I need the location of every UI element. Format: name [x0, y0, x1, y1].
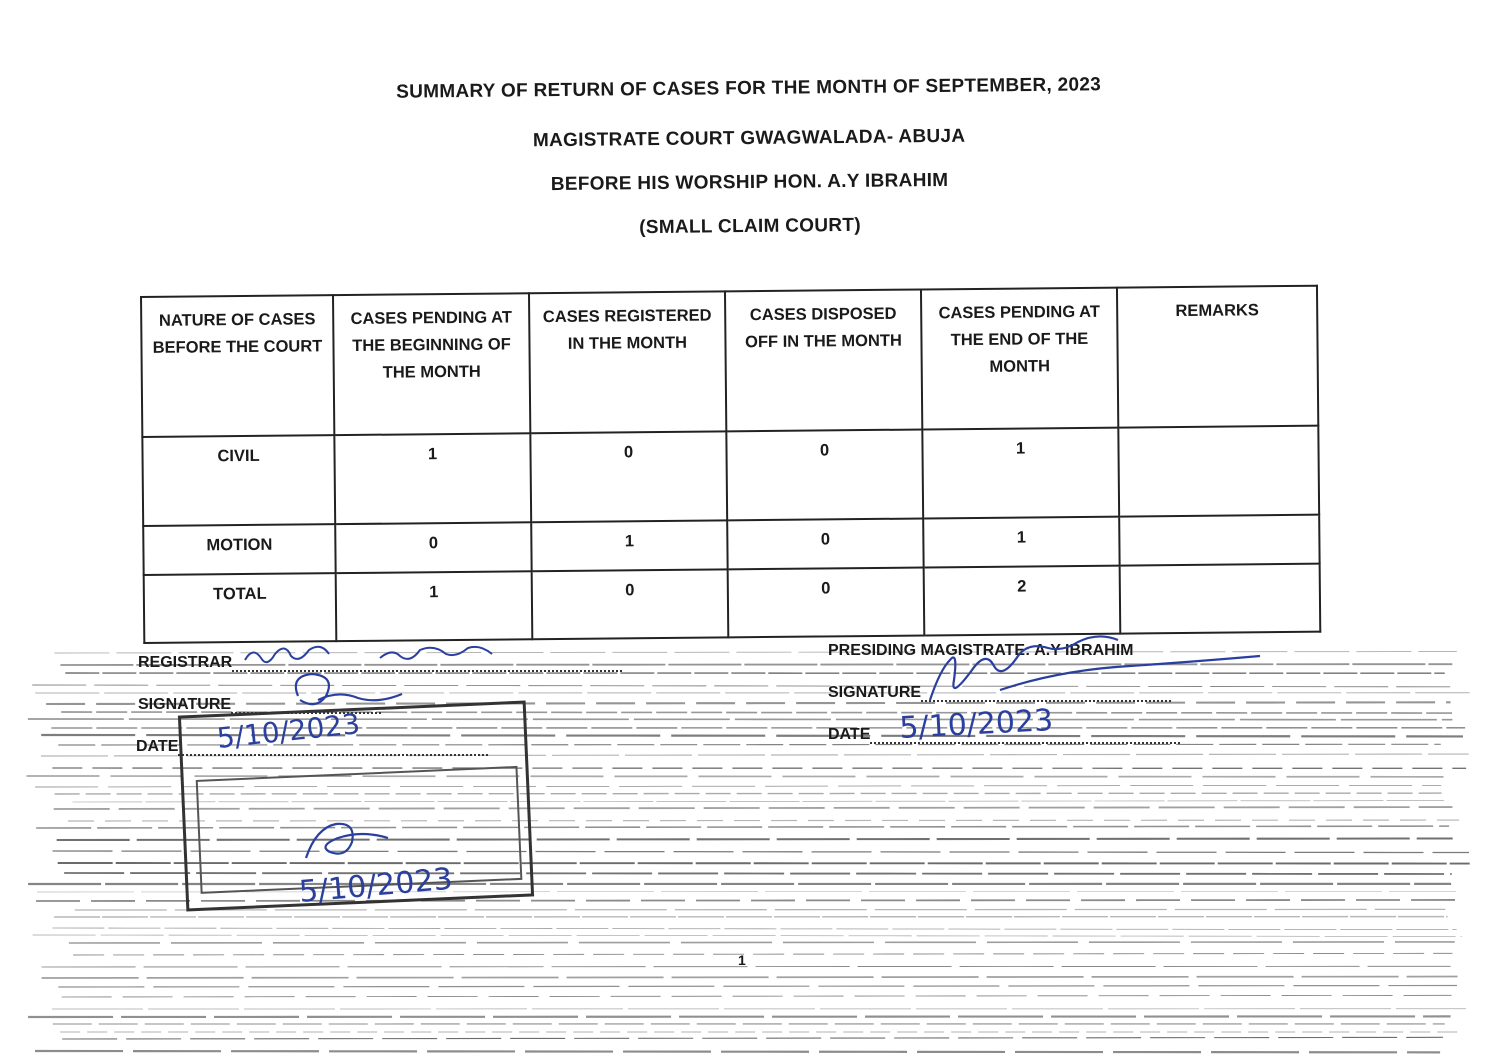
registrar-date-handwriting: 5/10/2023	[215, 707, 362, 755]
header-pending-begin: CASES PENDING AT THE BEGINNING OF THE MONTH	[333, 293, 530, 435]
header-pending-end: CASES PENDING AT THE END OF THE MONTH	[921, 288, 1118, 430]
presiding-date-label: DATE	[828, 726, 871, 743]
cell-disposed: 0	[728, 568, 925, 638]
presiding-date-handwriting: 5/10/2023	[898, 702, 1055, 746]
header-disposed: CASES DISPOSED OFF IN THE MONTH	[725, 290, 922, 432]
court-division: (SMALL CLAIM COURT)	[639, 214, 862, 239]
presiding-signature-handwriting	[930, 636, 1260, 700]
registrar-date-label: DATE	[136, 738, 179, 755]
registrar-signature-label: SIGNATURE	[138, 696, 232, 713]
cell-nature: CIVIL	[142, 435, 335, 526]
court-name: MAGISTRATE COURT GWAGWALADA- ABUJA	[532, 125, 966, 152]
registrar-label: REGISTRAR	[138, 654, 233, 671]
cell-registered: 0	[530, 431, 727, 522]
cell-nature: MOTION	[143, 524, 335, 575]
cell-pending-end: 2	[924, 566, 1121, 636]
cell-pending-begin: 1	[336, 571, 533, 641]
header-remarks: REMARKS	[1117, 286, 1318, 428]
header-registered: CASES REGISTERED IN THE MONTH	[529, 291, 726, 433]
presiding-label: PRESIDING MAGISTRATE: A.Y IBRAHIM	[828, 642, 1134, 659]
cell-disposed: 0	[727, 518, 923, 569]
presiding-officer: BEFORE HIS WORSHIP HON. A.Y IBRAHIM	[550, 169, 949, 196]
header-nature: NATURE OF CASES BEFORE THE COURT	[141, 295, 334, 437]
stamp-signature-handwriting	[306, 824, 388, 858]
cell-pending-begin: 1	[334, 433, 531, 524]
cell-pending-begin: 0	[335, 522, 531, 573]
page-number: 1	[738, 952, 746, 968]
cell-pending-end: 1	[922, 428, 1119, 519]
cell-pending-end: 1	[923, 516, 1119, 567]
cell-nature: TOTAL	[144, 573, 337, 643]
cell-registered: 0	[532, 569, 729, 639]
document-title: SUMMARY OF RETURN OF CASES FOR THE MONTH OF SEPTEMBER, 2023	[396, 74, 1102, 103]
cell-disposed: 0	[726, 429, 923, 520]
presiding-signature-label: SIGNATURE	[828, 684, 922, 701]
registrar-name-handwriting	[245, 647, 492, 662]
stamp-date-handwriting: 5/10/2023	[297, 861, 454, 910]
registrar-signature-handwriting	[296, 674, 402, 704]
cell-registered: 1	[531, 520, 727, 571]
